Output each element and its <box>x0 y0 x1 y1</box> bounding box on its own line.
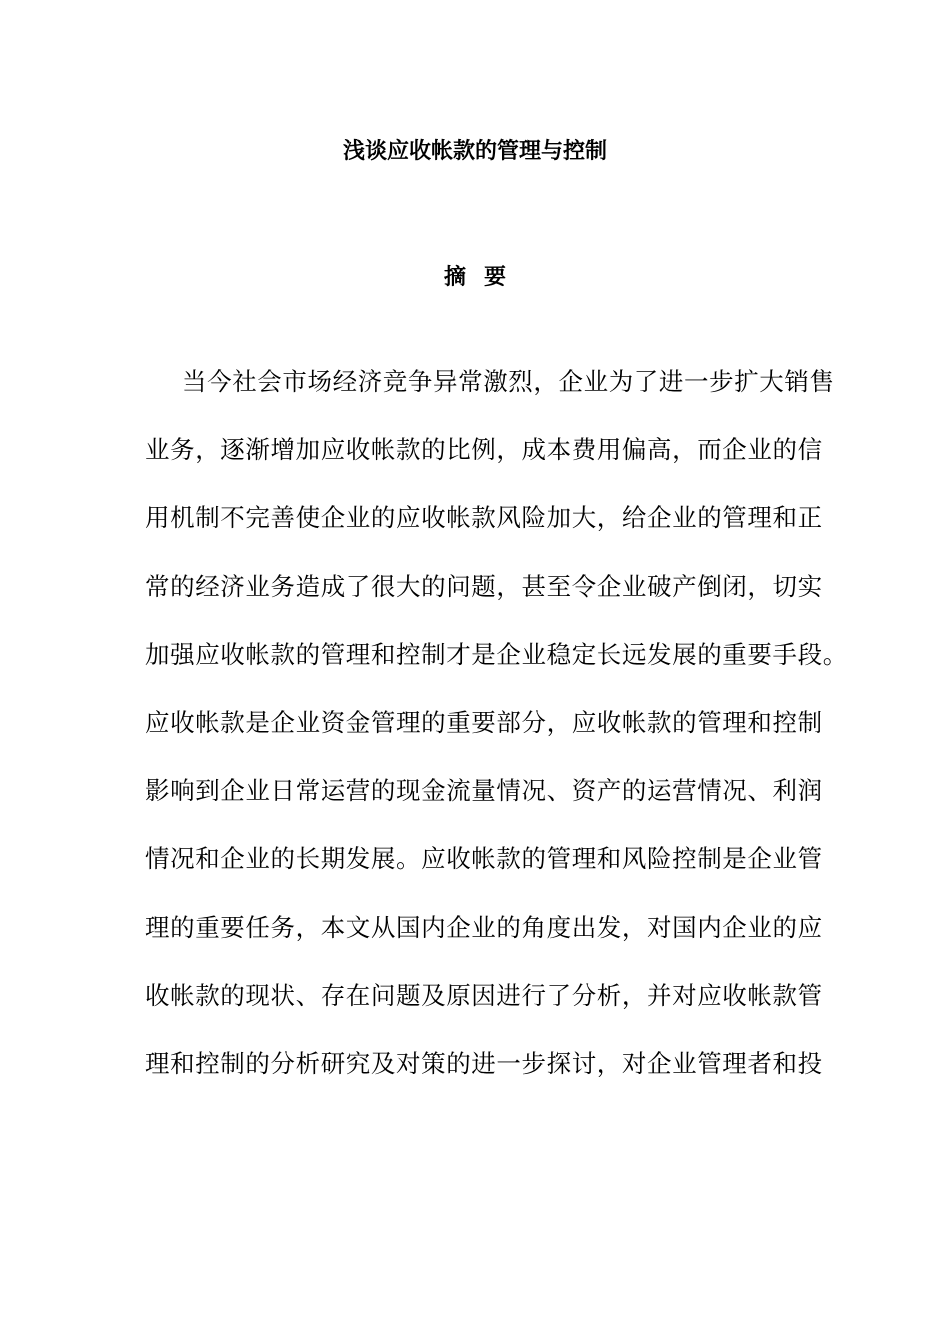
abstract-line-10: 收帐款的现状、存在问题及原因进行了分析，并对应收帐款管 <box>145 980 823 1010</box>
abstract-line-2: 业务，逐渐增加应收帐款的比例，成本费用偏高，而企业的信 <box>145 435 823 465</box>
document-title: 浅谈应收帐款的管理与控制 <box>342 139 607 164</box>
abstract-heading <box>0 262 950 294</box>
abstract-line-8: 情况和企业的长期发展。应收帐款的管理和风险控制是企业管 <box>145 844 823 874</box>
abstract-line-4: 常的经济业务造成了很大的问题，甚至令企业破产倒闭，切实 <box>145 571 823 601</box>
abstract-body <box>145 350 848 1100</box>
abstract-heading-char-1: 摘 <box>443 265 466 290</box>
abstract-line-9: 理的重要任务，本文从国内企业的角度出发，对国内企业的应 <box>145 912 823 942</box>
abstract-line-6: 应收帐款是企业资金管理的重要部分，应收帐款的管理和控制 <box>145 707 823 737</box>
abstract-line-7: 影响到企业日常运营的现金流量情况、资产的运营情况、利润 <box>145 776 823 806</box>
abstract-line-11: 理和控制的分析研究及对策的进一步探讨，对企业管理者和投 <box>145 1048 823 1078</box>
abstract-line-5: 加强应收帐款的管理和控制才是企业稳定长远发展的重要手段。 <box>145 639 848 669</box>
abstract-line-1: 当今社会市场经济竞争异常激烈，企业为了进一步扩大销售 <box>182 367 835 396</box>
abstract-line-3: 用机制不完善使企业的应收帐款风险加大，给企业的管理和正 <box>145 503 823 533</box>
abstract-heading-char-2: 要 <box>484 265 507 290</box>
